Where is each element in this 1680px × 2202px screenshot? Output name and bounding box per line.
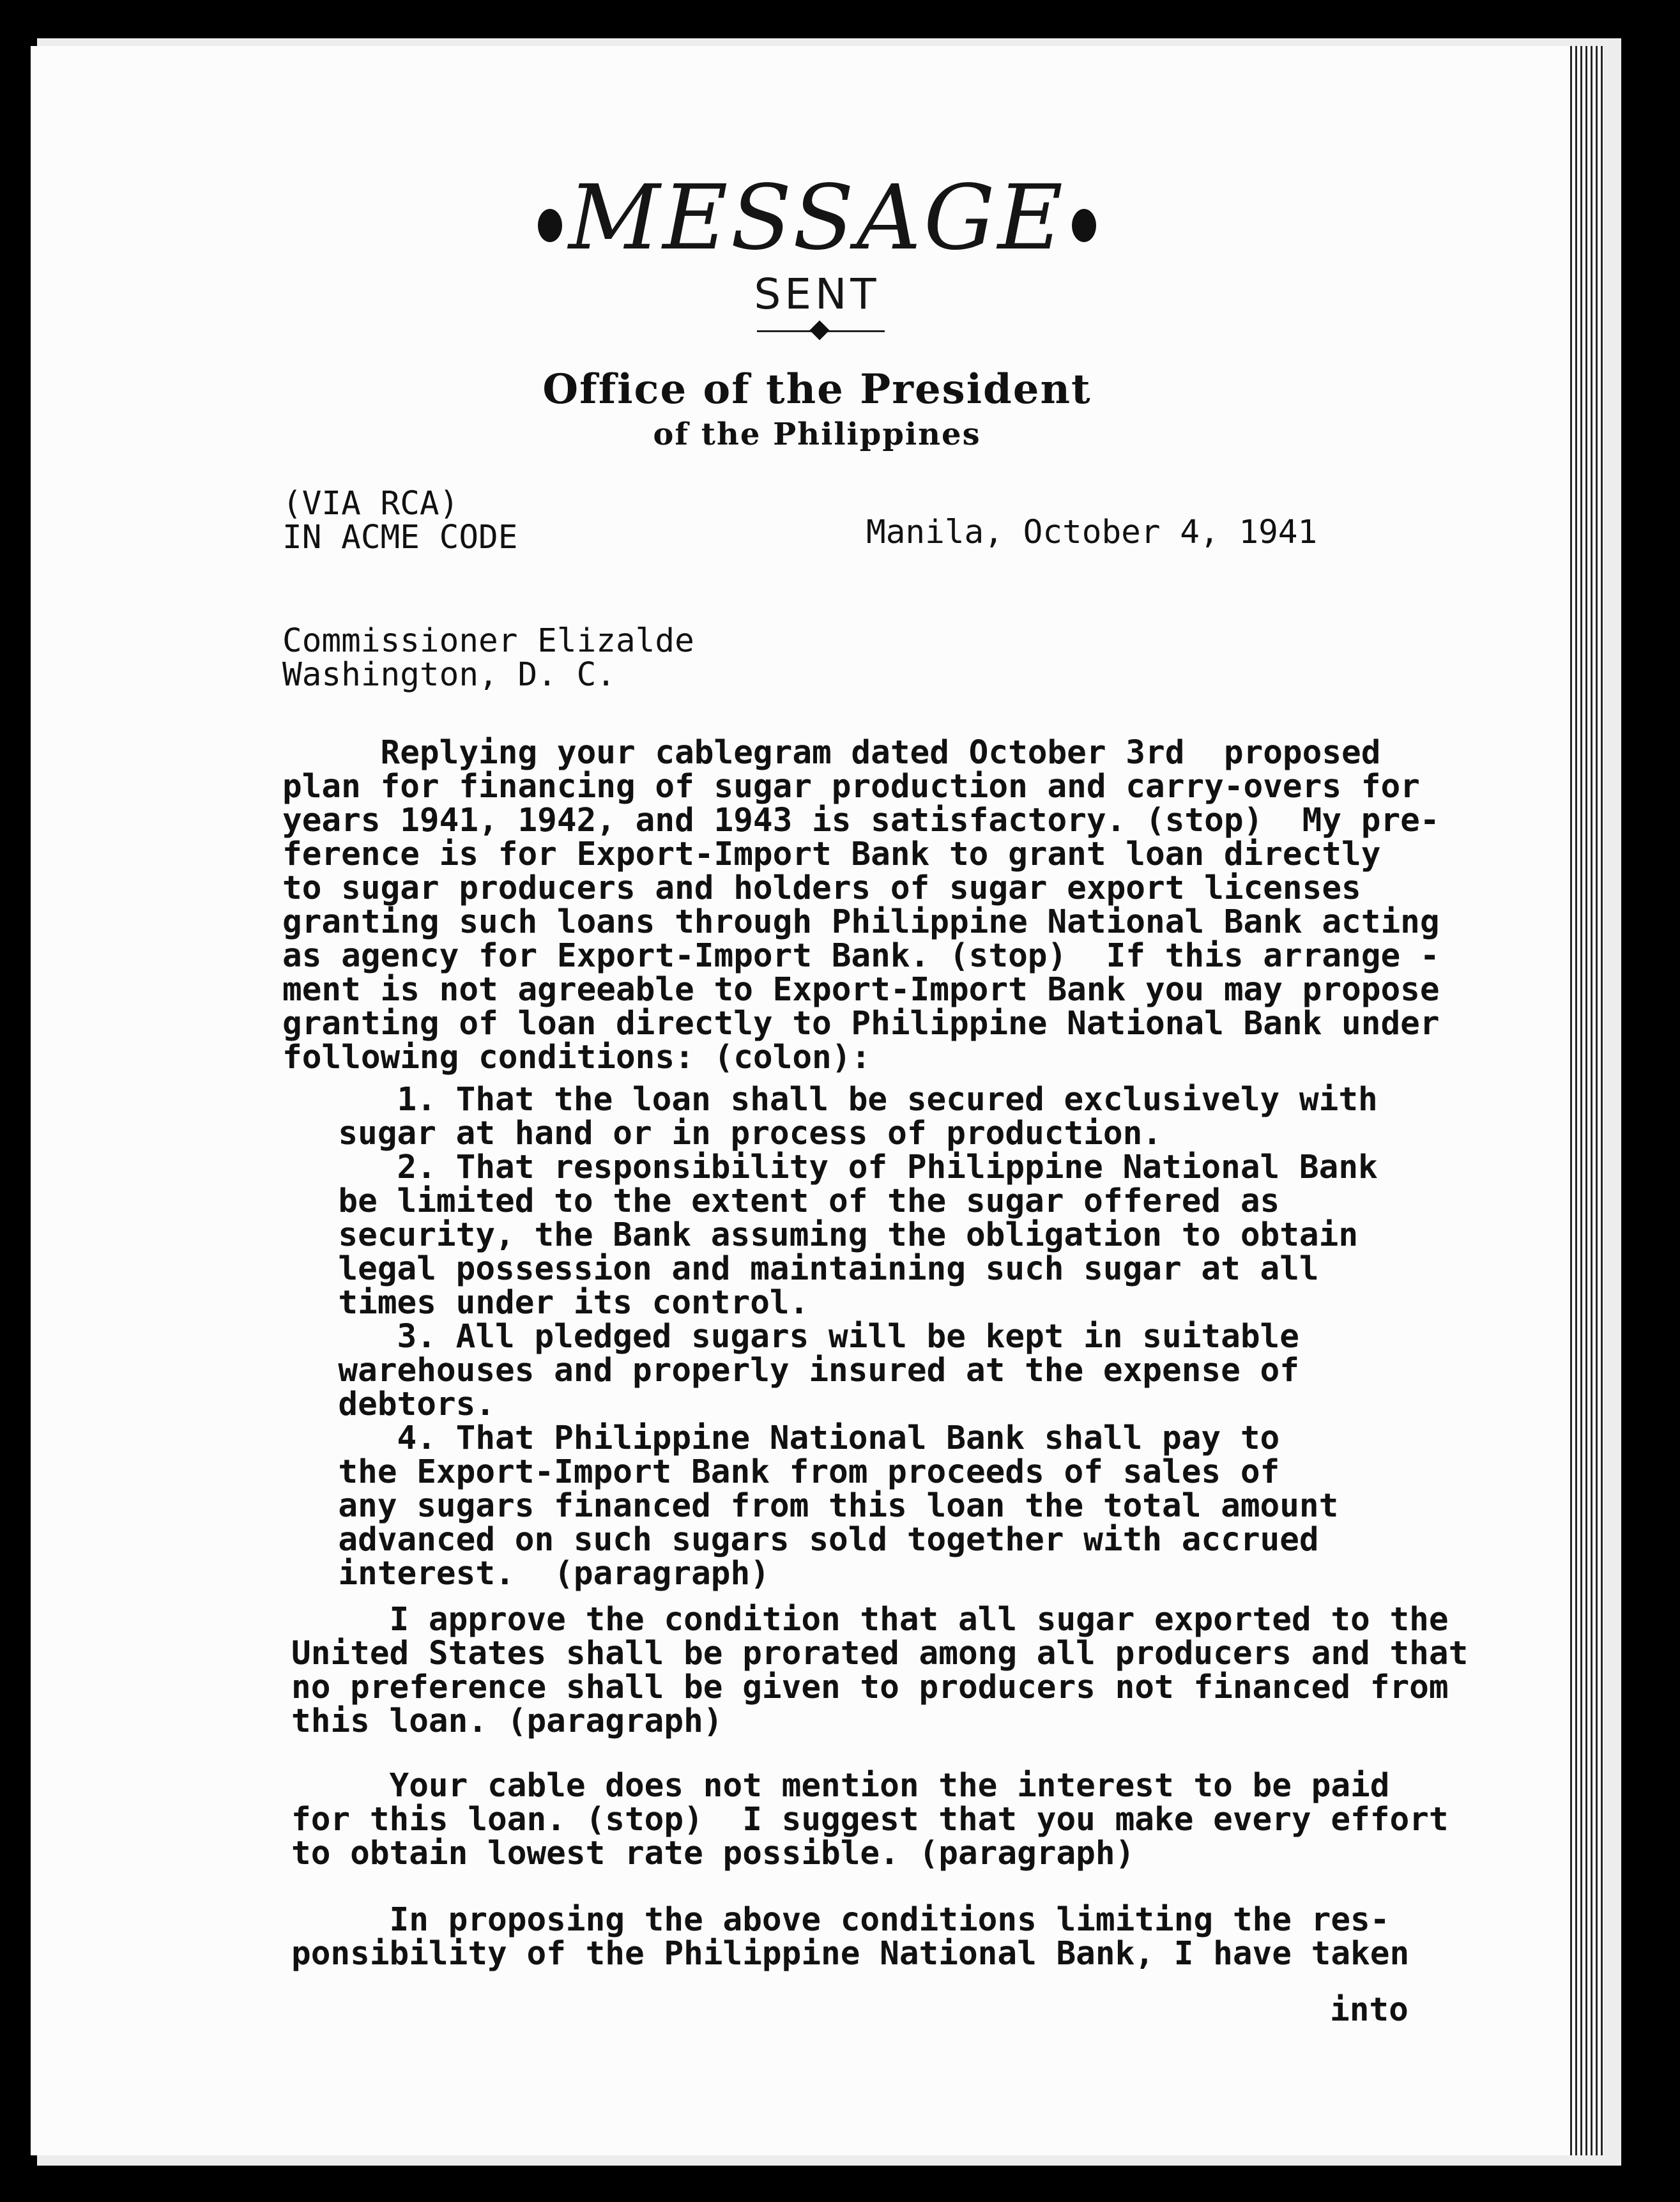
text-line: this loan. (paragraph) xyxy=(291,1702,723,1740)
text-line: granting of loan directly to Philippine National Bank under xyxy=(282,1005,1440,1043)
text-line: as agency for Export-Import Bank. (stop) If this arrange - xyxy=(282,937,1440,975)
letterhead-title-text: MESSAGE xyxy=(568,166,1066,270)
text-line: to sugar producers and holders of sugar export licenses xyxy=(282,869,1361,907)
addressee-name: Commissioner Elizalde xyxy=(282,622,694,660)
routing-line-1: (VIA RCA) xyxy=(282,485,459,523)
divider-ornament xyxy=(809,320,829,340)
ink-blot xyxy=(538,209,562,242)
text-line: interest. (paragraph) xyxy=(299,1555,770,1593)
text-line: for this loan. (stop) I suggest that you make every effort xyxy=(291,1801,1449,1839)
text-line: years 1941, 1942, and 1943 is satisfactory. (stop) My pre- xyxy=(282,802,1440,839)
text-line: debtors. xyxy=(299,1386,496,1423)
text-line: warehouses and properly insured at the expense of xyxy=(299,1352,1299,1389)
conditions-list xyxy=(299,1083,1378,1591)
text-line: to obtain lowest rate possible. (paragraph) xyxy=(291,1835,1135,1872)
text-line: ference is for Export-Import Bank to grant loan directly xyxy=(282,836,1381,873)
body-paragraph-2 xyxy=(291,1603,1468,1738)
text-line: advanced on such sugars sold together with accrued xyxy=(299,1521,1319,1559)
page-continuation-word: into xyxy=(1330,1991,1409,2029)
text-line: any sugars financed from this loan the total amount xyxy=(299,1487,1339,1525)
text-line: following conditions: (colon): xyxy=(282,1039,871,1076)
text-line: 3. All pledged sugars will be kept in suitable xyxy=(299,1318,1299,1356)
text-line: ment is not agreeable to Export-Import Bank you may propose xyxy=(282,971,1440,1009)
text-line: In proposing the above conditions limiting the res- xyxy=(291,1901,1390,1939)
letterhead-country: of the Philippines xyxy=(653,417,981,452)
body-paragraph-3 xyxy=(291,1769,1449,1870)
stacked-page-edges xyxy=(1570,46,1603,2155)
routing-line-2: IN ACME CODE xyxy=(282,519,518,556)
text-line: ponsibility of the Philippine National Bank, I have taken xyxy=(291,1935,1410,1973)
text-line: Your cable does not mention the interest to be paid xyxy=(291,1767,1390,1805)
place-and-date: Manila, October 4, 1941 xyxy=(866,514,1318,551)
document-page xyxy=(31,46,1603,2155)
letterhead-subtitle: SENT xyxy=(754,270,880,319)
text-line: legal possession and maintaining such sugar at all xyxy=(299,1250,1319,1288)
text-line: 1. That the loan shall be secured exclusively with xyxy=(299,1081,1378,1119)
text-line: be limited to the extent of the sugar offered as xyxy=(299,1182,1280,1220)
text-line: Replying your cablegram dated October 3rd proposed xyxy=(282,734,1381,772)
text-line: security, the Bank assuming the obligation to obtain xyxy=(299,1216,1359,1254)
text-line: sugar at hand or in process of production. xyxy=(299,1115,1163,1152)
text-line: 4. That Philippine National Bank shall pay to xyxy=(299,1419,1280,1457)
text-line: the Export-Import Bank from proceeds of sales of xyxy=(299,1453,1280,1491)
text-line: plan for financing of sugar production and carry-overs for xyxy=(282,768,1420,806)
body-paragraph-4 xyxy=(291,1903,1409,1971)
body-paragraph-1 xyxy=(282,736,1440,1074)
text-line: United States shall be prorated among all producers and that xyxy=(291,1635,1469,1672)
text-line: times under its control. xyxy=(299,1284,809,1322)
text-line: granting such loans through Philippine National Bank acting xyxy=(282,903,1440,941)
letterhead-office: Office of the President xyxy=(542,365,1092,413)
text-line: I approve the condition that all sugar exported to the xyxy=(291,1601,1449,1639)
text-line: 2. That responsibility of Philippine National Bank xyxy=(299,1149,1378,1186)
ink-blot xyxy=(1072,209,1096,242)
addressee-location: Washington, D. C. xyxy=(282,656,616,694)
text-line: no preference shall be given to producers not financed from xyxy=(291,1669,1449,1706)
letterhead-title xyxy=(31,166,1603,270)
